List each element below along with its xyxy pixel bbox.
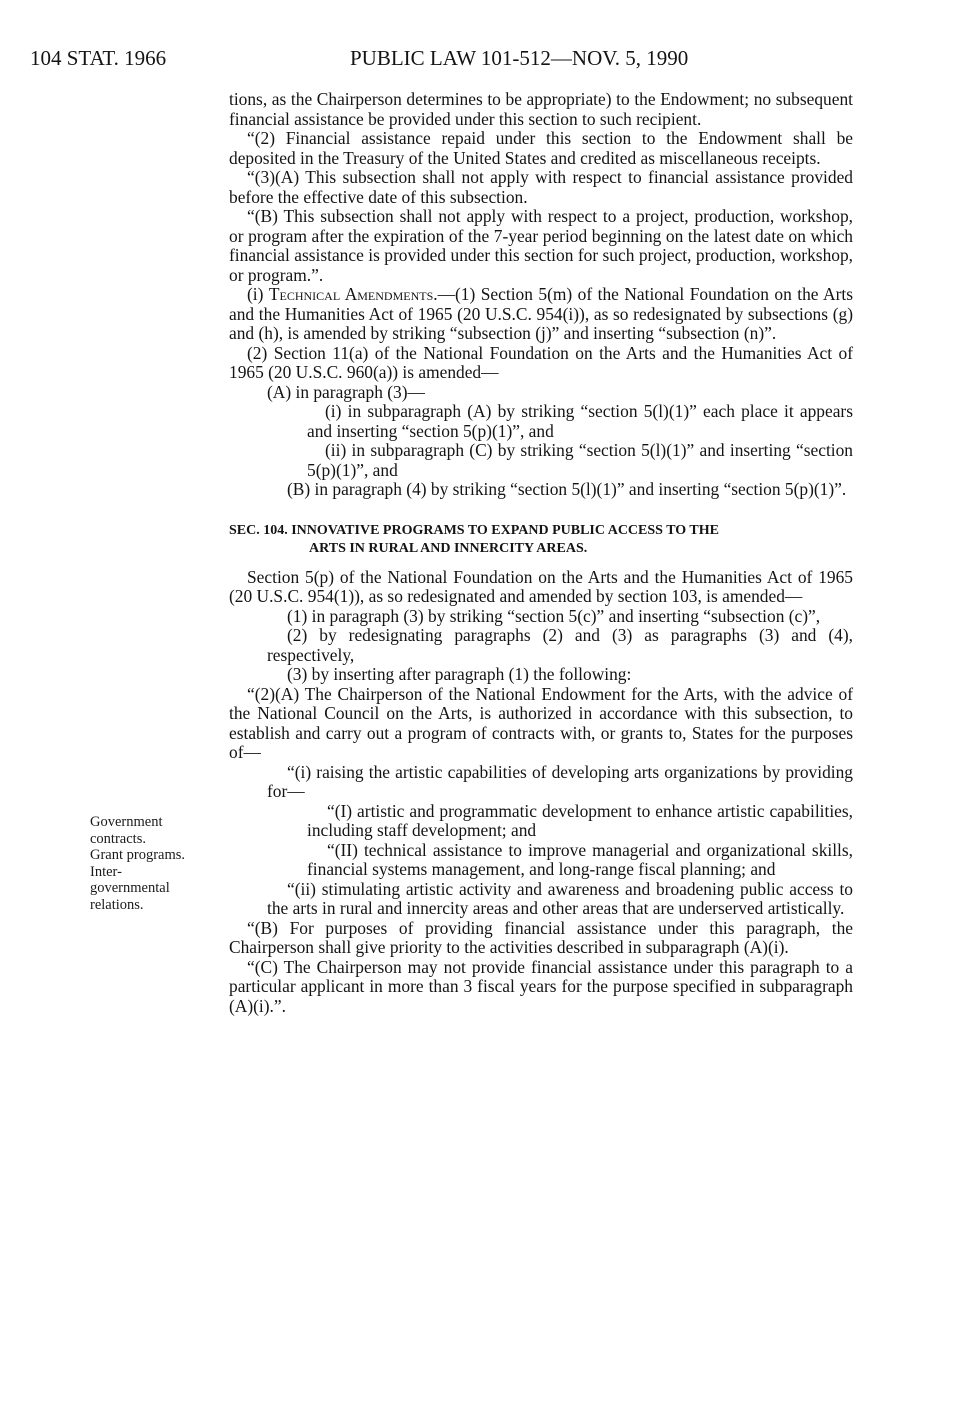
paragraph: (A) in paragraph (3)— <box>267 381 425 402</box>
law-reference: PUBLIC LAW 101-512—NOV. 5, 1990 <box>350 46 689 70</box>
paragraph: (B) in paragraph (4) by striking “section 5(l)(1)” and inserting “section 5(p)(1)”. <box>287 479 847 499</box>
subsection-label: (i) <box>247 284 269 304</box>
page-header <box>0 46 960 74</box>
paragraph: “(B) This subsection shall not apply with respect to a project, production, workshop, or program after the expiration of the 7-year period beginning on the latest date on which financial assistance is provided under this section for such project, production, workshop, or program.”. <box>229 206 853 285</box>
paragraph: (1) in paragraph (3) by striking “section 5(c)” and inserting “subsection (c)”, <box>287 605 821 626</box>
subsection-caption: Technical Amendments. <box>268 284 438 304</box>
paragraph: “(II) technical assistance to improve managerial and organizational skills, financial systems management, and long-range fiscal planning; and <box>307 839 853 879</box>
paragraph: (2) by redesignating paragraphs (2) and (3) as paragraphs (3) and (4), respectively, <box>267 625 853 665</box>
paragraph: “(3)(A) This subsection shall not apply with respect to financial assistance provided before the effective date of this subsection. <box>229 167 853 207</box>
paragraph: “(B) For purposes of providing financial assistance under this paragraph, the Chairperson shall give priority to the activities described in subparagraph (A)(i). <box>229 917 853 957</box>
paragraph: “(2)(A) The Chairperson of the National Endowment for the Arts, with the advice of the National Council on the Arts, is authorized in accordance with this subsection, to establish and carry out a program of contracts with, or grants to, States for the purposes of— <box>229 683 853 762</box>
margin-note-line: Grant programs. <box>90 847 186 863</box>
section-heading <box>229 522 853 558</box>
paragraph: “(2) Financial assistance repaid under this section to the Endowment shall be deposited in the Treasury of the United States and credited as miscellaneous receipts. <box>229 128 853 168</box>
paragraph: “(C) The Chairperson may not provide financial assistance under this paragraph to a particular applicant in more than 3 fiscal years for the purpose specified in subparagraph (A)(i).”. <box>229 956 853 1016</box>
margin-note-line: relations. <box>90 896 144 913</box>
margin-note-line: governmental <box>90 880 170 896</box>
statute-text <box>229 90 853 1016</box>
paragraph: Section 5(p) of the National Foundation on the Arts and the Humanities Act of 1965 (20 U.S.C. 954(1)), as so redesignated and amended by section 103, is amended— <box>229 566 853 606</box>
subsection-text: —(1) Section 5(m) of the National Foundation on the Arts and the Humanities Act of 1965 (20 U.S.C. 954(i)), as so redesignated by subsections (g) and (h), is amended by striking “subsection (j)” and inserting “subsection (n)”. <box>229 284 853 343</box>
section-heading-line: SEC. 104. INNOVATIVE PROGRAMS TO EXPAND PUBLIC ACCESS TO THE <box>229 522 719 538</box>
paragraph: “(I) artistic and programmatic development to enhance artistic capabilities, including staff development; and <box>307 800 853 840</box>
section-heading-line: ARTS IN RURAL AND INNERCITY AREAS. <box>309 540 588 556</box>
page-reference: 104 STAT. 1966 <box>30 46 167 70</box>
paragraph: “(ii) stimulating artistic activity and awareness and broadening public access to the arts in rural and innercity areas and other areas that are underserved artistically. <box>267 878 853 918</box>
paragraph: (i) in subparagraph (A) by striking “section 5(l)(1)” each place it appears and inserting “section 5(p)(1)”, and <box>307 401 853 441</box>
margin-note-line: contracts. <box>90 830 146 847</box>
paragraph: (ii) in subparagraph (C) by striking “section 5(l)(1)” and inserting “section 5(p)(1)”, and <box>307 440 853 480</box>
margin-note <box>90 814 220 913</box>
paragraph: “(i) raising the artistic capabilities of developing arts organizations by providing for— <box>267 761 853 801</box>
paragraph: (3) by inserting after paragraph (1) the following: <box>287 664 632 684</box>
margin-note-line: Inter- <box>90 863 122 880</box>
paragraph: (2) Section 11(a) of the National Foundation on the Arts and the Humanities Act of 1965 (20 U.S.C. 960(a)) is amended— <box>229 342 853 382</box>
margin-note-line: Government <box>90 814 163 830</box>
paragraph: tions, as the Chairperson determines to be appropriate) to the Endowment; no subsequent financial assistance be provided under this section to such recipient. <box>229 89 853 129</box>
technical-amendments-paragraph <box>229 285 853 344</box>
